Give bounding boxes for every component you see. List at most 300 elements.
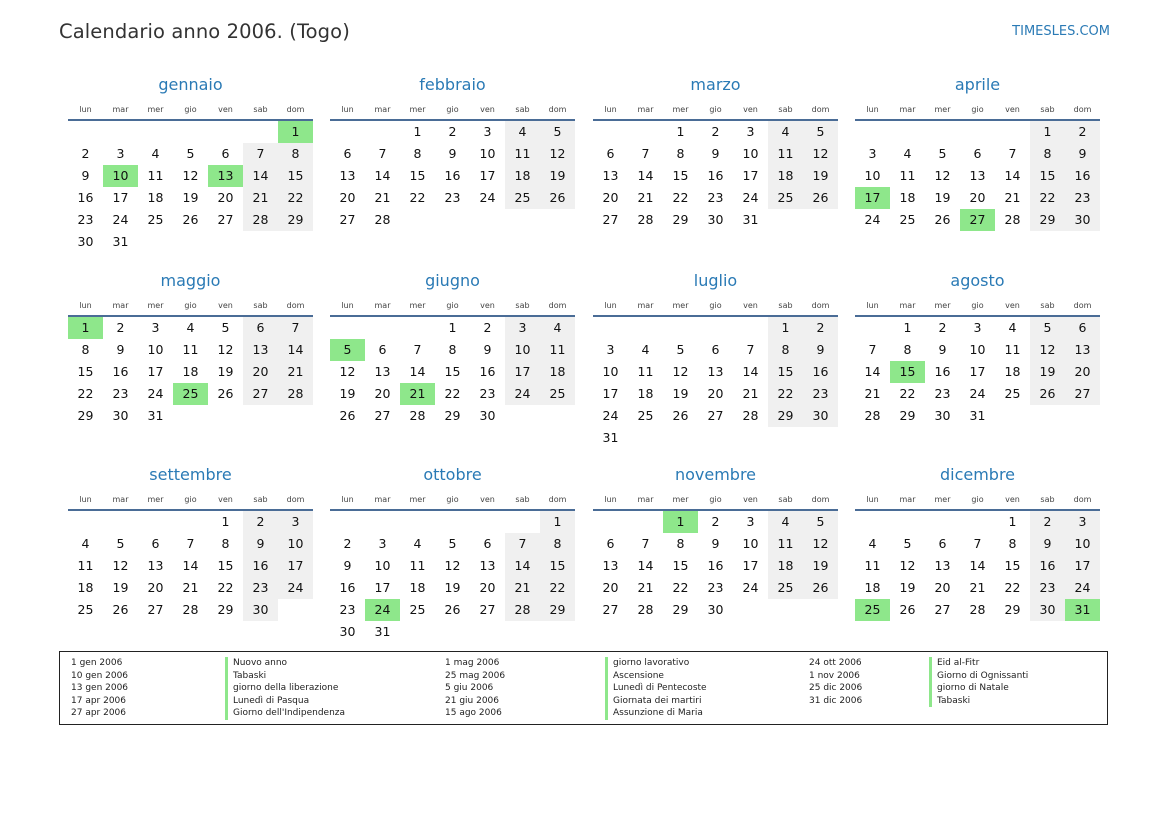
weekday-label: mer bbox=[409, 300, 426, 310]
day-cell: 17 bbox=[278, 555, 313, 577]
day-cell: 20 bbox=[934, 580, 951, 595]
holiday-day: 17 bbox=[855, 187, 890, 209]
weekday-label: gio bbox=[971, 300, 984, 310]
day-cell: 20 bbox=[243, 361, 278, 383]
day-cell: 22 bbox=[672, 580, 689, 595]
day-cell: 12 bbox=[672, 364, 689, 379]
day-cell: 16 bbox=[339, 580, 356, 595]
day-cell: 29 bbox=[217, 602, 234, 617]
holiday-day: 10 bbox=[103, 165, 138, 187]
weekday-header bbox=[330, 489, 575, 511]
day-cell: 28 bbox=[969, 602, 986, 617]
empty-cell bbox=[505, 621, 540, 643]
day-cell: 28 bbox=[505, 599, 540, 621]
month-title: settembre bbox=[149, 465, 232, 484]
weekday-header bbox=[593, 295, 838, 317]
day-cell: 31 bbox=[147, 408, 164, 423]
day-cell: 10 bbox=[278, 533, 313, 555]
day-cell: 6 bbox=[151, 536, 160, 551]
day-cell: 25 bbox=[77, 602, 94, 617]
weekday-label: ven bbox=[480, 104, 495, 114]
day-cell: 31 bbox=[374, 624, 391, 639]
day-cell: 7 bbox=[746, 342, 755, 357]
day-cell: 23 bbox=[1065, 187, 1100, 209]
legend-holiday-name: giorno della liberazione bbox=[225, 682, 345, 695]
day-cell: 27 bbox=[602, 212, 619, 227]
week-row bbox=[68, 187, 313, 209]
day-cell: 6 bbox=[378, 342, 387, 357]
day-cell: 24 bbox=[505, 383, 540, 405]
weekday-label: mer bbox=[934, 300, 951, 310]
empty-cell bbox=[435, 209, 470, 231]
day-cell: 13 bbox=[243, 339, 278, 361]
holiday-day: 25 bbox=[855, 599, 890, 621]
day-cell: 6 bbox=[343, 146, 352, 161]
weekday-header bbox=[330, 99, 575, 121]
day-cell: 21 bbox=[243, 187, 278, 209]
weekday-label: ven bbox=[218, 300, 233, 310]
empty-cell bbox=[855, 317, 890, 339]
weekday-label: ven bbox=[743, 104, 758, 114]
day-cell: 1 bbox=[448, 320, 457, 335]
day-cell: 30 bbox=[243, 599, 278, 621]
day-cell: 4 bbox=[1008, 320, 1017, 335]
empty-cell bbox=[593, 511, 628, 533]
day-cell: 11 bbox=[768, 533, 803, 555]
day-cell: 8 bbox=[81, 342, 90, 357]
holiday-day: 25 bbox=[173, 383, 208, 405]
day-cell: 16 bbox=[934, 364, 951, 379]
legend-holiday-name: Giorno dell'Indipendenza bbox=[225, 707, 345, 720]
day-grid bbox=[593, 511, 838, 621]
week-row bbox=[855, 577, 1100, 599]
empty-cell bbox=[278, 599, 313, 621]
day-cell: 5 bbox=[676, 342, 685, 357]
weekday-label: mar bbox=[899, 300, 916, 310]
month-settembre bbox=[68, 463, 313, 621]
weekday-label: lun bbox=[866, 104, 879, 114]
day-cell: 7 bbox=[868, 342, 877, 357]
day-cell: 6 bbox=[243, 317, 278, 339]
day-cell: 3 bbox=[868, 146, 877, 161]
day-cell: 16 bbox=[479, 364, 496, 379]
day-cell: 27 bbox=[147, 602, 164, 617]
day-cell: 10 bbox=[742, 146, 759, 161]
weekday-label: gio bbox=[709, 300, 722, 310]
week-row bbox=[593, 317, 838, 339]
weekday-header bbox=[68, 295, 313, 317]
weekday-label: dom bbox=[1073, 300, 1092, 310]
week-row bbox=[855, 121, 1100, 143]
empty-cell bbox=[855, 121, 890, 143]
day-cell: 20 bbox=[147, 580, 164, 595]
legend-holiday-name: Nuovo anno bbox=[225, 657, 345, 670]
weekday-header bbox=[855, 295, 1100, 317]
day-cell: 10 bbox=[1065, 533, 1100, 555]
week-row bbox=[855, 317, 1100, 339]
week-row bbox=[855, 511, 1100, 533]
day-grid bbox=[593, 121, 838, 231]
day-cell: 14 bbox=[637, 558, 654, 573]
day-cell: 26 bbox=[803, 187, 838, 209]
empty-cell bbox=[733, 427, 768, 449]
day-cell: 6 bbox=[1065, 317, 1100, 339]
day-cell: 17 bbox=[479, 168, 496, 183]
day-cell: 10 bbox=[969, 342, 986, 357]
legend-date: 10 gen 2006 bbox=[71, 670, 129, 681]
day-cell: 24 bbox=[969, 386, 986, 401]
day-cell: 20 bbox=[707, 386, 724, 401]
day-cell: 30 bbox=[112, 408, 129, 423]
empty-cell bbox=[243, 405, 278, 427]
weekday-label: gio bbox=[446, 104, 459, 114]
weekday-label: gio bbox=[184, 104, 197, 114]
day-cell: 1 bbox=[903, 320, 912, 335]
legend-dates-3 bbox=[809, 657, 862, 707]
day-cell: 3 bbox=[1065, 511, 1100, 533]
day-cell: 25 bbox=[409, 602, 426, 617]
weekday-label: gio bbox=[971, 104, 984, 114]
weekday-label: dom bbox=[811, 104, 830, 114]
empty-cell bbox=[138, 511, 173, 533]
legend-date: 25 dic 2006 bbox=[809, 683, 863, 694]
week-row bbox=[593, 405, 838, 427]
week-row bbox=[68, 143, 313, 165]
day-cell: 29 bbox=[1030, 209, 1065, 231]
week-row bbox=[68, 511, 313, 533]
empty-cell bbox=[768, 427, 803, 449]
holiday-day: 5 bbox=[330, 339, 365, 361]
week-row bbox=[68, 533, 313, 555]
day-cell: 11 bbox=[540, 339, 575, 361]
day-cell: 11 bbox=[864, 558, 881, 573]
day-cell: 2 bbox=[1030, 511, 1065, 533]
day-cell: 9 bbox=[711, 146, 720, 161]
empty-cell bbox=[540, 621, 575, 643]
day-cell: 19 bbox=[217, 364, 234, 379]
day-cell: 11 bbox=[182, 342, 199, 357]
day-grid bbox=[68, 511, 313, 621]
month-title: febbraio bbox=[419, 75, 486, 94]
legend-holiday-name: Lunedì di Pentecoste bbox=[605, 682, 707, 695]
day-cell: 13 bbox=[602, 168, 619, 183]
weekday-label: mar bbox=[899, 494, 916, 504]
day-cell: 15 bbox=[217, 558, 234, 573]
weekday-label: mer bbox=[147, 104, 164, 114]
day-cell: 24 bbox=[864, 212, 881, 227]
day-grid bbox=[855, 121, 1100, 231]
day-cell: 21 bbox=[374, 190, 391, 205]
weekday-label: mer bbox=[934, 104, 951, 114]
weekday-header bbox=[330, 295, 575, 317]
day-cell: 2 bbox=[116, 320, 125, 335]
weekday-label: sab bbox=[515, 494, 530, 504]
day-cell: 16 bbox=[77, 190, 94, 205]
day-cell: 19 bbox=[182, 190, 199, 205]
day-cell: 17 bbox=[969, 364, 986, 379]
month-title: gennaio bbox=[158, 75, 223, 94]
day-grid bbox=[330, 511, 575, 643]
day-cell: 9 bbox=[711, 536, 720, 551]
day-cell: 2 bbox=[711, 124, 720, 139]
day-cell: 29 bbox=[278, 209, 313, 231]
empty-cell bbox=[890, 121, 925, 143]
day-cell: 28 bbox=[742, 408, 759, 423]
weekday-label: ven bbox=[1005, 494, 1020, 504]
day-cell: 23 bbox=[803, 383, 838, 405]
day-cell: 2 bbox=[243, 511, 278, 533]
day-cell: 16 bbox=[1030, 555, 1065, 577]
legend-holiday-name: giorno di Natale bbox=[929, 682, 1028, 695]
day-cell: 17 bbox=[112, 190, 129, 205]
day-cell: 27 bbox=[934, 602, 951, 617]
day-cell: 9 bbox=[448, 146, 457, 161]
empty-cell bbox=[138, 121, 173, 143]
day-cell: 20 bbox=[374, 386, 391, 401]
weekday-label: dom bbox=[286, 494, 305, 504]
weekday-label: mer bbox=[672, 104, 689, 114]
day-grid bbox=[68, 317, 313, 427]
legend-dates-1 bbox=[71, 657, 128, 720]
day-cell: 10 bbox=[505, 339, 540, 361]
week-row bbox=[855, 383, 1100, 405]
empty-cell bbox=[628, 511, 663, 533]
week-row bbox=[330, 621, 575, 643]
day-cell: 9 bbox=[81, 168, 90, 183]
day-cell: 5 bbox=[186, 146, 195, 161]
day-cell: 25 bbox=[147, 212, 164, 227]
weekday-label: mer bbox=[409, 104, 426, 114]
day-cell: 19 bbox=[934, 190, 951, 205]
day-cell: 7 bbox=[413, 342, 422, 357]
weekday-label: ven bbox=[743, 300, 758, 310]
empty-cell bbox=[330, 317, 365, 339]
day-cell: 31 bbox=[602, 430, 619, 445]
day-cell: 15 bbox=[278, 165, 313, 187]
day-cell: 14 bbox=[374, 168, 391, 183]
day-cell: 18 bbox=[182, 364, 199, 379]
day-cell: 9 bbox=[1065, 143, 1100, 165]
week-row bbox=[593, 361, 838, 383]
day-cell: 20 bbox=[217, 190, 234, 205]
weekday-label: mar bbox=[637, 300, 654, 310]
weekday-label: ven bbox=[480, 494, 495, 504]
day-cell: 16 bbox=[707, 558, 724, 573]
empty-cell bbox=[593, 121, 628, 143]
day-cell: 3 bbox=[116, 146, 125, 161]
day-cell: 21 bbox=[278, 361, 313, 383]
week-row bbox=[330, 599, 575, 621]
day-cell: 1 bbox=[676, 124, 685, 139]
day-cell: 6 bbox=[483, 536, 492, 551]
empty-cell bbox=[208, 121, 243, 143]
weekday-header bbox=[593, 99, 838, 121]
empty-cell bbox=[103, 511, 138, 533]
empty-cell bbox=[803, 599, 838, 621]
day-cell: 4 bbox=[186, 320, 195, 335]
day-cell: 22 bbox=[409, 190, 426, 205]
empty-cell bbox=[470, 621, 505, 643]
day-cell: 6 bbox=[711, 342, 720, 357]
day-cell: 14 bbox=[742, 364, 759, 379]
day-cell: 29 bbox=[768, 405, 803, 427]
day-cell: 10 bbox=[147, 342, 164, 357]
week-row bbox=[330, 383, 575, 405]
month-gennaio bbox=[68, 73, 313, 253]
day-cell: 12 bbox=[182, 168, 199, 183]
day-cell: 22 bbox=[278, 187, 313, 209]
weekday-label: gio bbox=[446, 494, 459, 504]
empty-cell bbox=[995, 121, 1030, 143]
empty-cell bbox=[925, 121, 960, 143]
day-cell: 21 bbox=[742, 386, 759, 401]
day-cell: 7 bbox=[505, 533, 540, 555]
day-cell: 6 bbox=[938, 536, 947, 551]
day-cell: 17 bbox=[742, 558, 759, 573]
day-cell: 15 bbox=[77, 364, 94, 379]
weekday-label: ven bbox=[218, 494, 233, 504]
day-cell: 14 bbox=[969, 558, 986, 573]
day-grid bbox=[330, 317, 575, 427]
weekday-label: sab bbox=[778, 300, 793, 310]
week-row bbox=[68, 383, 313, 405]
weekday-label: dom bbox=[286, 300, 305, 310]
day-cell: 27 bbox=[217, 212, 234, 227]
empty-cell bbox=[173, 231, 208, 253]
day-cell: 3 bbox=[746, 124, 755, 139]
day-cell: 10 bbox=[742, 536, 759, 551]
day-cell: 30 bbox=[803, 405, 838, 427]
empty-cell bbox=[278, 231, 313, 253]
weekday-label: ven bbox=[1005, 104, 1020, 114]
holiday-legend bbox=[59, 651, 1108, 725]
day-cell: 25 bbox=[768, 577, 803, 599]
empty-cell bbox=[400, 209, 435, 231]
day-cell: 13 bbox=[339, 168, 356, 183]
month-dicembre bbox=[855, 463, 1100, 621]
day-cell: 9 bbox=[483, 342, 492, 357]
day-cell: 19 bbox=[803, 555, 838, 577]
day-cell: 8 bbox=[1008, 536, 1017, 551]
day-cell: 7 bbox=[243, 143, 278, 165]
legend-holiday-name: Ascensione bbox=[605, 670, 707, 683]
weekday-label: lun bbox=[341, 300, 354, 310]
week-row bbox=[330, 361, 575, 383]
day-cell: 18 bbox=[409, 580, 426, 595]
week-row bbox=[68, 361, 313, 383]
weekday-label: gio bbox=[971, 494, 984, 504]
week-row bbox=[330, 405, 575, 427]
day-cell: 15 bbox=[444, 364, 461, 379]
day-cell: 5 bbox=[1030, 317, 1065, 339]
day-cell: 21 bbox=[1004, 190, 1021, 205]
day-cell: 28 bbox=[637, 602, 654, 617]
day-cell: 27 bbox=[602, 602, 619, 617]
weekday-label: sab bbox=[1040, 104, 1055, 114]
weekday-label: lun bbox=[341, 104, 354, 114]
empty-cell bbox=[470, 209, 505, 231]
legend-holiday-name: giorno lavorativo bbox=[605, 657, 707, 670]
month-title: aprile bbox=[954, 75, 1001, 94]
day-cell: 18 bbox=[77, 580, 94, 595]
day-cell: 23 bbox=[112, 386, 129, 401]
weekday-label: mer bbox=[409, 494, 426, 504]
empty-cell bbox=[663, 317, 698, 339]
day-cell: 3 bbox=[378, 536, 387, 551]
day-cell: 31 bbox=[112, 234, 129, 249]
day-cell: 4 bbox=[768, 121, 803, 143]
day-cell: 15 bbox=[1030, 165, 1065, 187]
legend-date: 1 mag 2006 bbox=[445, 658, 500, 668]
day-cell: 24 bbox=[742, 580, 759, 595]
day-cell: 13 bbox=[934, 558, 951, 573]
legend-date: 1 nov 2006 bbox=[809, 670, 860, 681]
day-cell: 17 bbox=[602, 386, 619, 401]
day-cell: 29 bbox=[540, 599, 575, 621]
day-cell: 1 bbox=[413, 124, 422, 139]
weekday-label: dom bbox=[548, 104, 567, 114]
day-cell: 5 bbox=[903, 536, 912, 551]
site-link[interactable]: TIMESLES.COM bbox=[1012, 24, 1110, 39]
day-cell: 4 bbox=[505, 121, 540, 143]
empty-cell bbox=[243, 231, 278, 253]
weekday-header bbox=[68, 489, 313, 511]
empty-cell bbox=[330, 121, 365, 143]
empty-cell bbox=[278, 405, 313, 427]
holiday-day: 1 bbox=[68, 317, 103, 339]
weekday-label: sab bbox=[778, 104, 793, 114]
empty-cell bbox=[628, 121, 663, 143]
day-cell: 20 bbox=[969, 190, 986, 205]
week-row bbox=[593, 511, 838, 533]
day-cell: 17 bbox=[147, 364, 164, 379]
weekday-label: gio bbox=[184, 300, 197, 310]
weekday-label: sab bbox=[1040, 494, 1055, 504]
week-row bbox=[593, 427, 838, 449]
day-cell: 4 bbox=[868, 536, 877, 551]
day-cell: 10 bbox=[374, 558, 391, 573]
weekday-label: sab bbox=[253, 300, 268, 310]
day-cell: 18 bbox=[147, 190, 164, 205]
day-cell: 3 bbox=[278, 511, 313, 533]
day-cell: 2 bbox=[711, 514, 720, 529]
day-cell: 8 bbox=[448, 342, 457, 357]
day-cell: 5 bbox=[938, 146, 947, 161]
weekday-label: ven bbox=[480, 300, 495, 310]
day-cell: 16 bbox=[444, 168, 461, 183]
weekday-label: gio bbox=[709, 104, 722, 114]
day-cell: 7 bbox=[973, 536, 982, 551]
week-row bbox=[855, 361, 1100, 383]
page-title: Calendario anno 2006. (Togo) bbox=[59, 20, 350, 43]
day-cell: 18 bbox=[1004, 364, 1021, 379]
day-cell: 25 bbox=[505, 187, 540, 209]
day-cell: 25 bbox=[768, 187, 803, 209]
empty-cell bbox=[1065, 405, 1100, 427]
day-cell: 11 bbox=[77, 558, 94, 573]
legend-holiday-name: Giorno di Ognissanti bbox=[929, 670, 1028, 683]
day-cell: 12 bbox=[112, 558, 129, 573]
day-cell: 12 bbox=[934, 168, 951, 183]
weekday-label: mar bbox=[637, 104, 654, 114]
day-cell: 22 bbox=[77, 386, 94, 401]
empty-cell bbox=[925, 511, 960, 533]
day-cell: 5 bbox=[540, 121, 575, 143]
weekday-label: sab bbox=[1040, 300, 1055, 310]
day-cell: 16 bbox=[243, 555, 278, 577]
weekday-label: mer bbox=[147, 300, 164, 310]
day-cell: 26 bbox=[339, 408, 356, 423]
